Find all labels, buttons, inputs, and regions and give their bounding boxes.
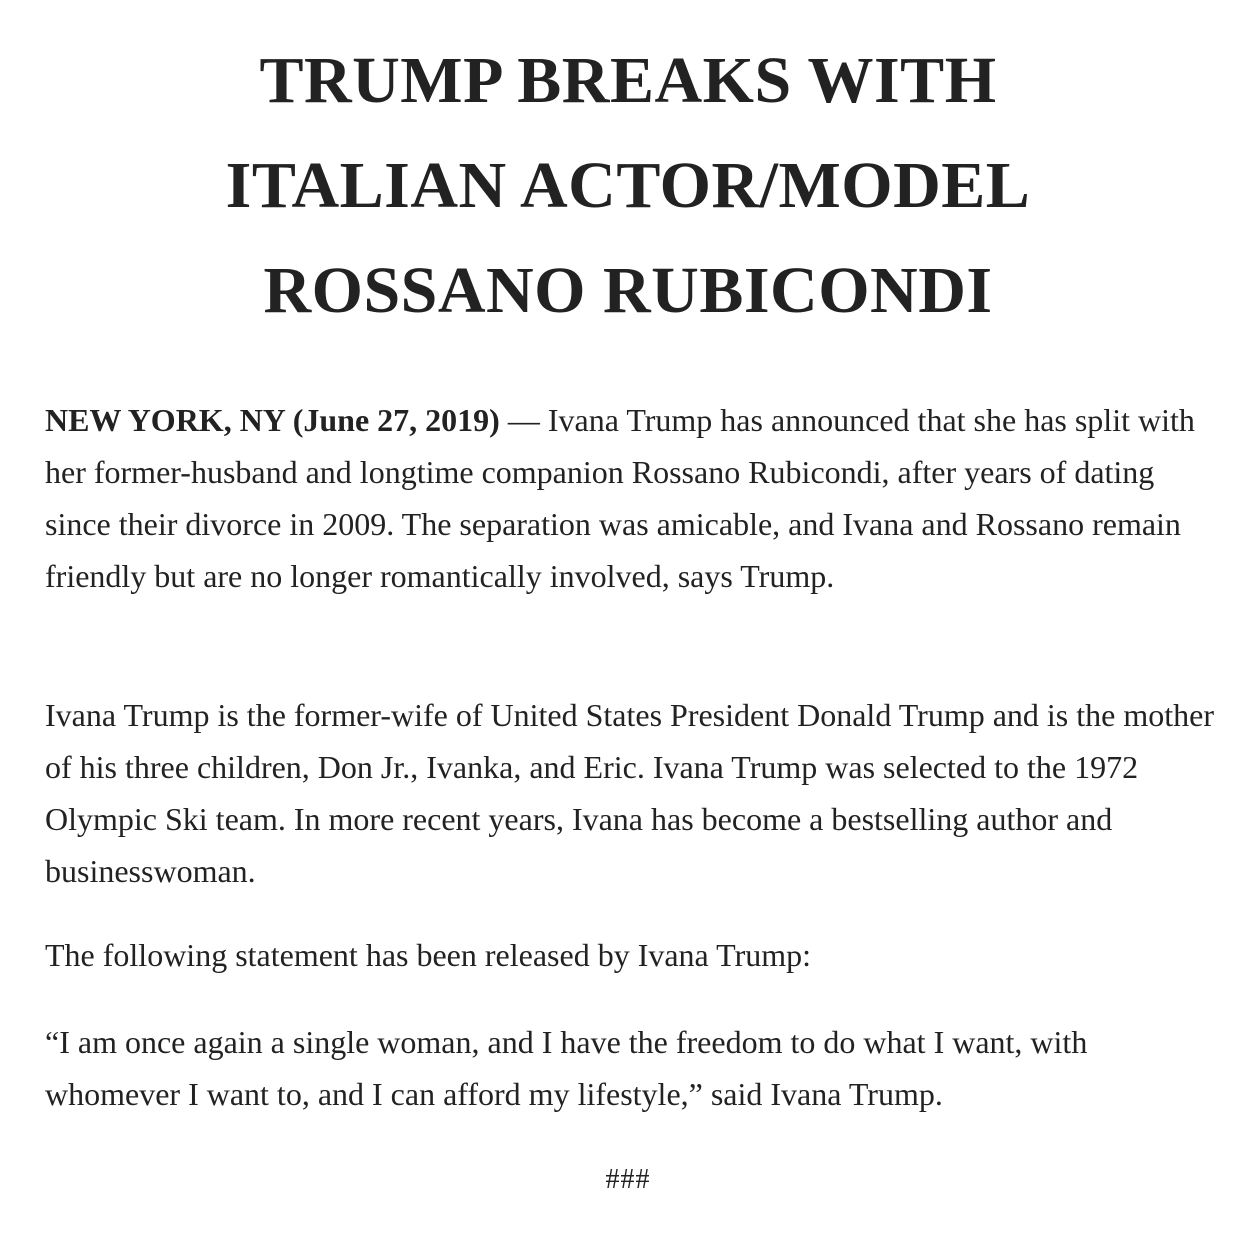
headline-line-2: ITALIAN ACTOR/MODEL	[225, 149, 1031, 222]
dateline: NEW YORK, NY (June 27, 2019)	[45, 402, 500, 438]
headline-line-3: ROSSANO RUBICONDI	[263, 254, 993, 327]
intro-paragraph	[45, 394, 1225, 602]
headline-line-1: TRUMP BREAKS WITH	[259, 44, 997, 117]
background-paragraph: Ivana Trump is the former-wife of United States President Donald Trump and is the mother of his three children, Don Jr., Ivanka, and Eric. Ivana Trump was selected to the 1972 Olympic Ski team. In more recent years, Ivana has become a bestselling author and businesswoman.	[45, 697, 1214, 889]
headline	[100, 28, 1156, 343]
quote-paragraph: “I am once again a single woman, and I have the freedom to do what I want, with whomever I want to, and I can afford my lifestyle,” said Ivana Trump.	[45, 1024, 1088, 1112]
statement-intro-paragraph: The following statement has been released by Ivana Trump:	[45, 937, 812, 973]
intro-text: — Ivana Trump has announced that she has split with her former-husband and longtime companion Rossano Rubicondi, after years of dating since their divorce in 2009. The separation was amicable, and Ivana and Rossano remain friendly but are no longer romantically involved, says Trump.	[45, 402, 1195, 594]
end-mark: ###	[605, 1164, 651, 1195]
